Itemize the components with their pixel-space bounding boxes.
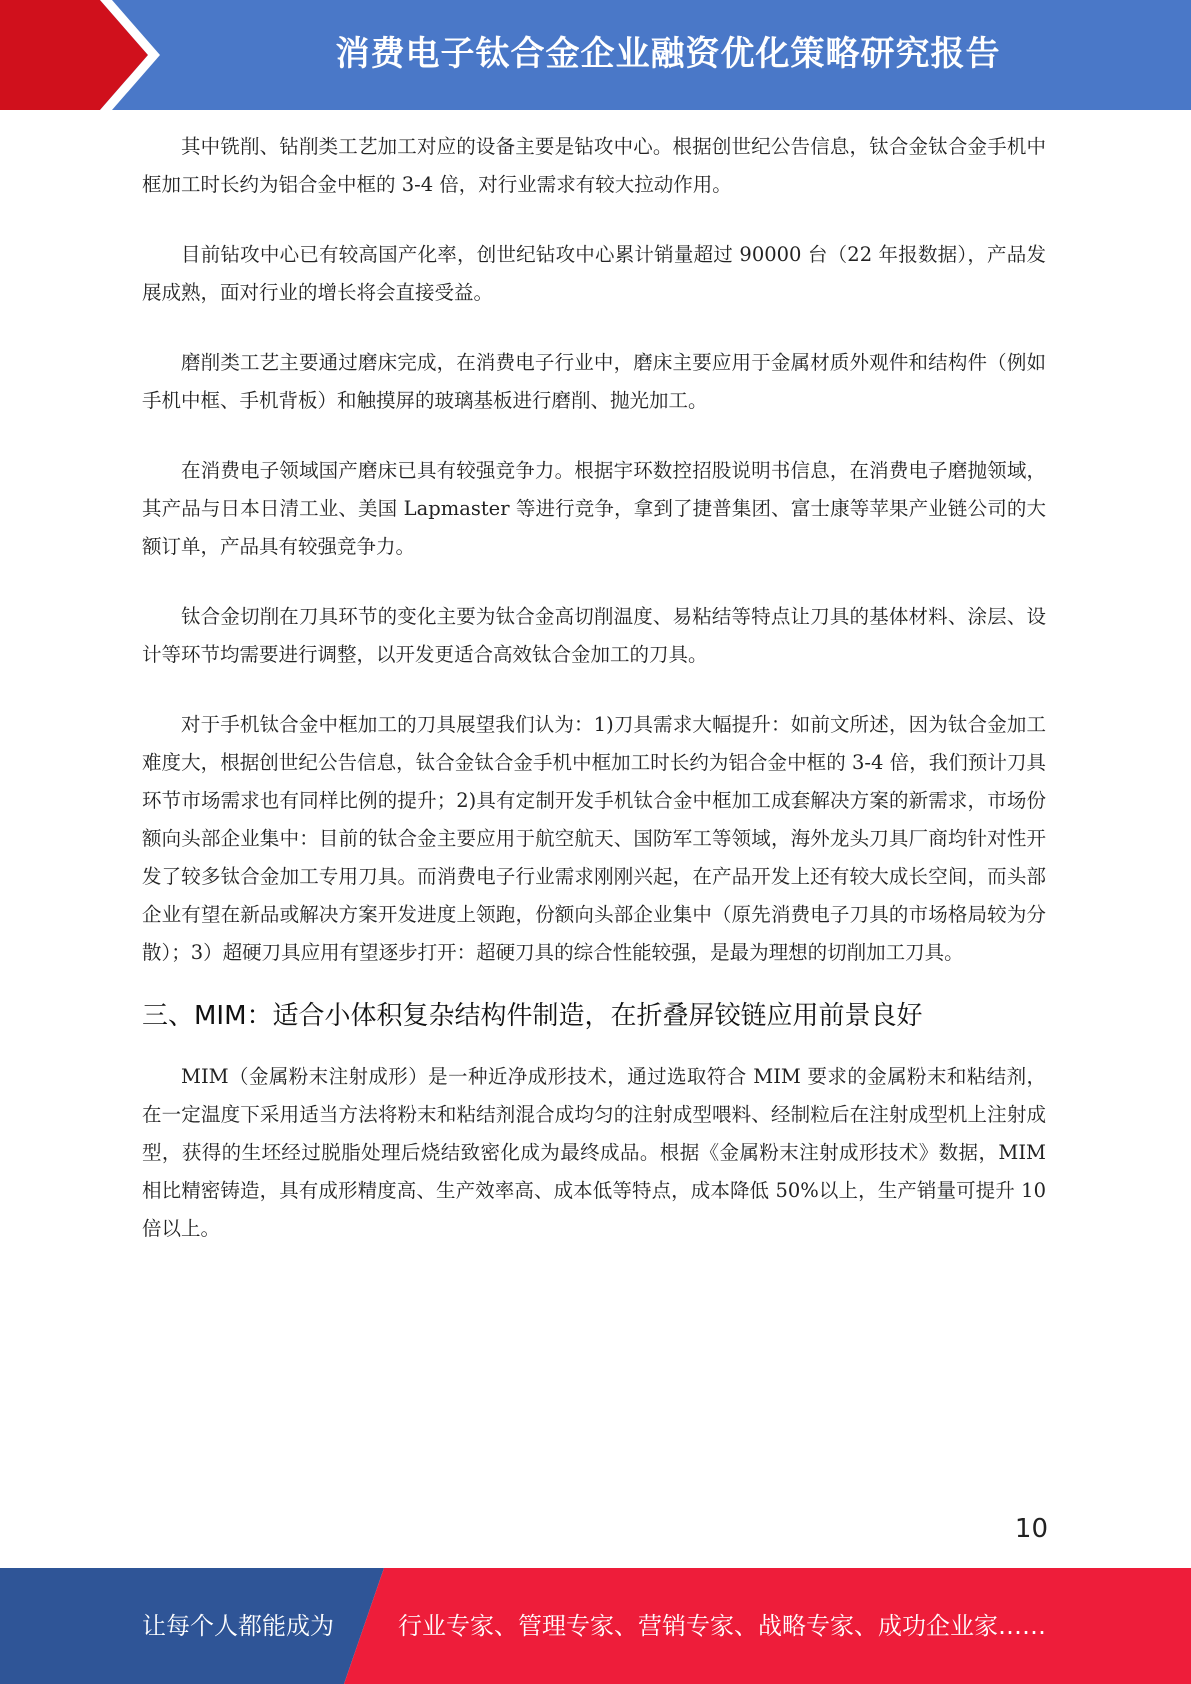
header-chevron-decoration bbox=[0, 0, 160, 110]
paragraph-grinding-process: 磨削类工艺主要通过磨床完成，在消费电子行业中，磨床主要应用于金属材质外观件和结构件（例如手机中框、手机背板）和触摸屏的玻璃基板进行磨削、抛光加工。 bbox=[142, 351, 1046, 412]
report-footer-banner bbox=[0, 1568, 1191, 1684]
paragraph-drilling-equipment: 其中铣削、钻削类工艺加工对应的设备主要是钻攻中心。根据创世纪公告信息，钛合金钛合金手机中框加工时长约为铝合金中框的 3-4 倍，对行业需求有较大拉动作用。 bbox=[142, 135, 1046, 196]
footer-slogan-right: 行业专家、管理专家、营销专家、战略专家、成功企业家…… bbox=[398, 1612, 1046, 1640]
paragraph-domestic-grinder-competitiveness: 在消费电子领域国产磨床已具有较强竞争力。根据宇环数控招股说明书信息，在消费电子磨抛领域，其产品与日本日清工业、美国 Lapmaster 等进行竞争，拿到了捷普集团、富士康等苹果产业链公司的大额订单，产品具有较强竞争力。 bbox=[142, 459, 1046, 558]
paragraph-mim-description: MIM（金属粉末注射成形）是一种近净成形技术，通过选取符合 MIM 要求的金属粉末和粘结剂，在一定温度下采用适当方法将粉末和粘结剂混合成均匀的注射成型喂料、经制粒后在注射成型机上注射成型，获得的生坯经过脱脂处理后烧结致密化成为最终成品。根据《金属粉末注射成形技术》数据，MIM 相比精密铸造，具有成形精度高、生产效率高、成本低等特点，成本降低 50%以上，生产销量可提升 10 倍以上。 bbox=[142, 1065, 1046, 1240]
paragraph-cutting-tool-outlook: 对于手机钛合金中框加工的刀具展望我们认为：1)刀具需求大幅提升：如前文所述，因为钛合金加工难度大，根据创世纪公告信息，钛合金钛合金手机中框加工时长约为铝合金中框的 3-4 倍，我们预计刀具环节市场需求也有同样比例的提升；2)具有定制开发手机钛合金中框加工成套解决方案的新需求，市场份额向头部企业集中：目前的钛合金主要应用于航空航天、国防军工等领域，海外龙头刀具厂商均针对性开发了较多钛合金加工专用刀具。而消费电子行业需求刚刚兴起，在产品开发上还有较大成长空间，而头部企业有望在新品或解决方案开发进度上领跑，份额向头部企业集中（原先消费电子刀具的市场格局较为分散）；3）超硬刀具应用有望逐步打开：超硬刀具的综合性能较强，是最为理想的切削加工刀具。 bbox=[142, 713, 1046, 964]
footer-slogan-left: 让每个人都能成为 bbox=[142, 1612, 334, 1640]
report-title: 消费电子钛合金企业融资优化策略研究报告 bbox=[335, 34, 1001, 74]
section-heading-mim: 三、MIM：适合小体积复杂结构件制造，在折叠屏铰链应用前景良好 bbox=[142, 1001, 923, 1031]
paragraph-cutting-tool-changes: 钛合金切削在刀具环节的变化主要为钛合金高切削温度、易粘结等特点让刀具的基体材料、涂层、设计等环节均需要进行调整，以开发更适合高效钛合金加工的刀具。 bbox=[142, 605, 1046, 666]
document-body bbox=[142, 128, 1046, 1248]
paragraph-drilling-center-localization: 目前钻攻中心已有较高国产化率，创世纪钻攻中心累计销量超过 90000 台（22 年报数据），产品发展成熟，面对行业的增长将会直接受益。 bbox=[142, 243, 1046, 304]
page-number: 10 bbox=[1014, 1514, 1048, 1544]
report-header-banner bbox=[0, 0, 1191, 110]
